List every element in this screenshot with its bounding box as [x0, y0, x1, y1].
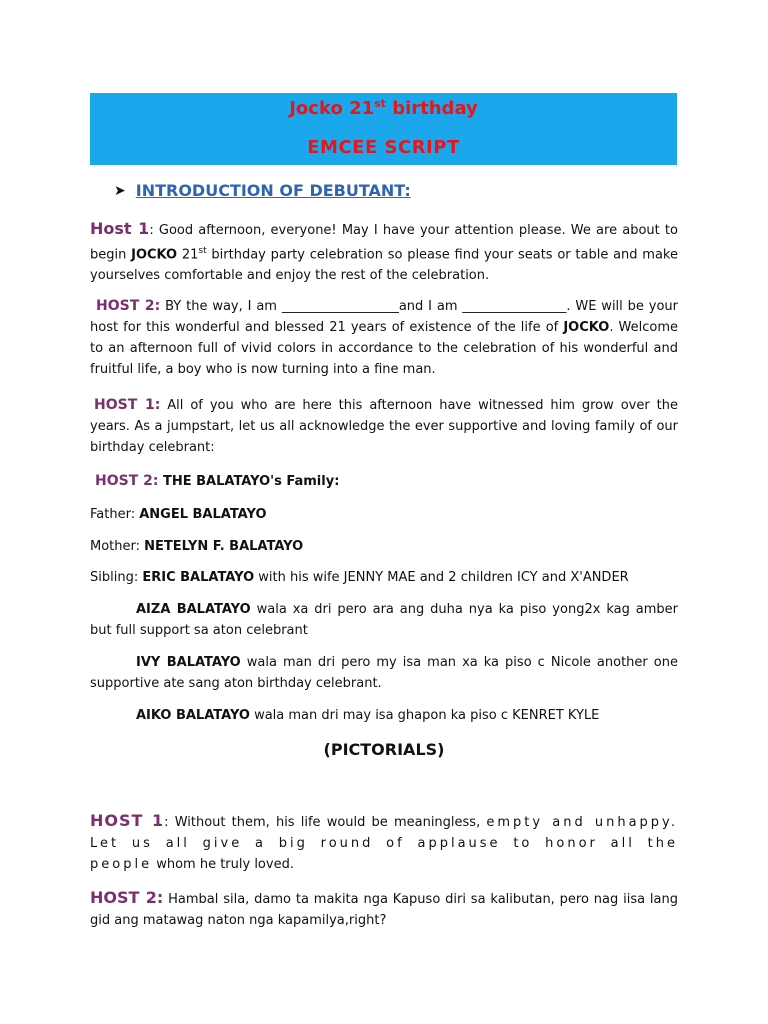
- paragraph-host1-family: HOST 1: All of you who are here this afternoon have witnessed him grow over the years. As a jumpstart, let us all acknowledge the ever supportive and loving family of our birthday celebrant:: [90, 397, 679, 455]
- family-mother: Mother: NETELYN F. BALATAYO: [90, 539, 304, 554]
- section-heading-label: INTRODUCTION OF DEBUTANT:: [135, 181, 411, 200]
- title-banner: [90, 93, 677, 165]
- family-aiza: AIZA BALATAYO wala xa dri pero ara ang duha nya ka piso yong2x kag amber but full support sa aton celebrant: [90, 602, 678, 638]
- pictorials-heading: (PICTORIALS): [323, 740, 445, 759]
- paragraph-host2-kapamilya: HOST 2: Hambal sila, damo ta makita nga Kapuso diri sa kalibutan, pero nag iisa lang gid ang matawag naton nga kapamilya,right?: [90, 888, 678, 928]
- title-superscript: st: [374, 97, 386, 110]
- document-subtitle: EMCEE SCRIPT: [307, 137, 460, 158]
- document-title: Jocko 21st birthday: [289, 97, 478, 119]
- paragraph-host1-applause: HOST 1: Without them, his life would be meaningless, empty and unhappy. Let us all give a big round of applause to honor all the people whom he truly loved.: [90, 811, 679, 872]
- host-label: HOST 2:: [96, 298, 161, 314]
- paragraph-host2-intro: HOST 2: BY the way, I am __________________and I am ________________. WE will be your host for this wonderful and blessed 21 years of existence of the life of JOCKO. Welcome to an afternoon full of vivid colors in accordance to the celebration of his wonderful and fruitful life, a boy who is now turning into a fine man.: [90, 298, 679, 377]
- host-label: HOST 1:: [94, 397, 161, 413]
- family-ivy: IVY BALATAYO wala man dri pero my isa man xa ka piso c Nicole another one supportive ate sang aton birthday celebrant.: [90, 655, 678, 691]
- arrow-bullet-icon: ➤: [114, 182, 126, 199]
- host-label: HOST 1: [90, 811, 165, 830]
- family-aiko: AIKO BALATAYO wala man dri may isa ghapon ka piso c KENRET KYLE: [136, 708, 600, 723]
- family-heading: HOST 2: THE BALATAYO's Family:: [95, 473, 340, 489]
- paragraph-host1-intro: Host 1: Good afternoon, everyone! May I have your attention please. We are about to begin JOCKO 21st birthday party celebration so please find your seats or table and make yourselves comfortable and enjoy the rest of the celebration.: [90, 219, 678, 284]
- family-sibling: Sibling: ERIC BALATAYO with his wife JENNY MAE and 2 children ICY and X'ANDER: [90, 570, 629, 585]
- family-father: Father: ANGEL BALATAYO: [90, 507, 267, 522]
- host-label: HOST 2:: [90, 888, 164, 907]
- host-label: HOST 2:: [95, 473, 159, 489]
- host-label: Host 1: [90, 219, 150, 238]
- section-heading: [114, 181, 411, 200]
